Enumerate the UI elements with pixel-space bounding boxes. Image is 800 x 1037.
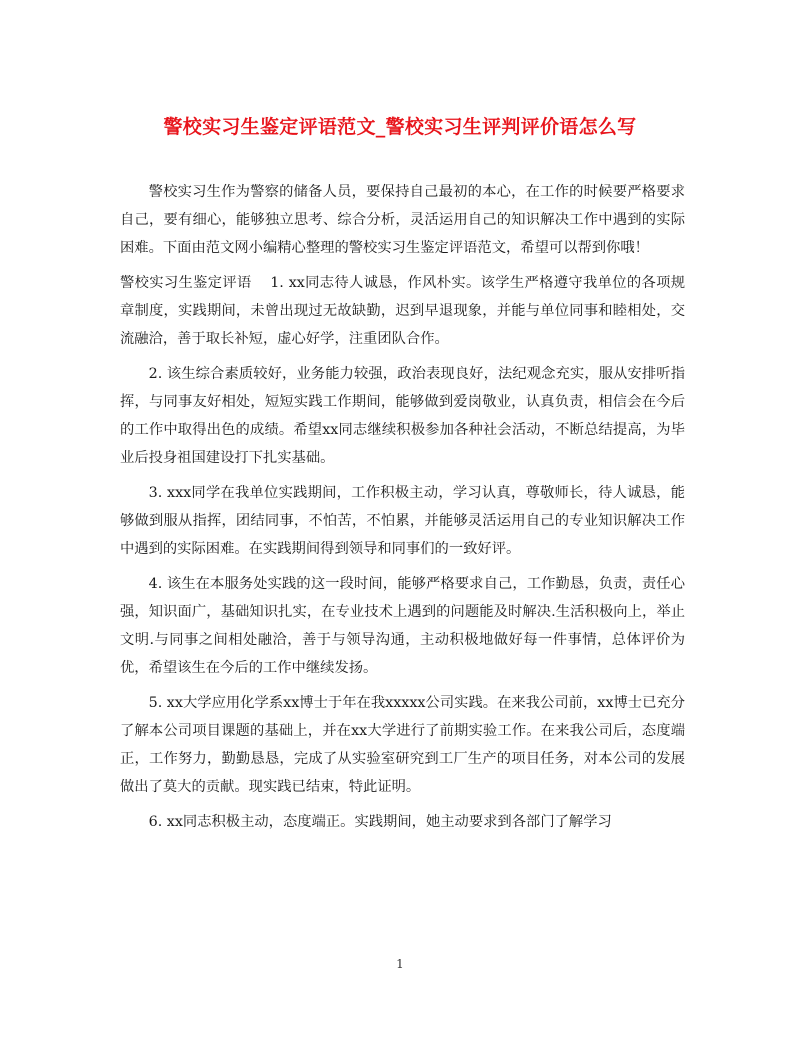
page-title: 警校实习生鉴定评语范文_警校实习生评判评价语怎么写 (163, 116, 637, 138)
evaluation-item-1 (120, 269, 685, 353)
evaluation-item-2: 2. 该生综合素质较好，业务能力较强，政治表现良好，法纪观念充实，服从安排听指挥，与同事友好相处，短短实践工作期间，能够做到爱岗敬业，认真负责，相信会在今后的工作中取得出色的成绩。希望xx同志继续积极参加各种社会活动，不断总结提高，为毕业后投身祖国建设打下扎实基础。 (120, 366, 685, 466)
evaluation-item-1-text: 1. xx同志待人诚恳，作风朴实。该学生严格遵守我单位的各项规章制度，实践期间，未曾出现过无故缺勤，迟到早退现象，并能与单位同事和睦相处，交流融洽，善于取长补短，虚心好学，注重团队合作。 (120, 275, 686, 347)
section-label: 警校实习生鉴定评语 (120, 275, 252, 291)
evaluation-item-5: 5. xx大学应用化学系xx博士于年在我xxxxx公司实践。在来我公司前，xx博士已充分了解本公司项目课题的基础上，并在xx大学进行了前期实验工作。在来我公司后，态度端正，工作努力，勤勤恳恳，完成了从实验室研究到工厂生产的项目任务，对本公司的发展做出了莫大的贡献。现实践已结束，特此证明。 (120, 695, 685, 795)
intro-paragraph: 警校实习生作为警察的储备人员，要保持自己最初的本心，在工作的时候要严格要求自己，要有细心，能够独立思考、综合分析，灵活运用自己的知识解决工作中遇到的实际困难。下面由范文网小编精心整理的警校实习生鉴定评语范文，希望可以帮到你哦！ (120, 184, 685, 256)
evaluation-item-4: 4. 该生在本服务处实践的这一段时间，能够严格要求自己，工作勤恳，负责，责任心强，知识面广，基础知识扎实，在专业技术上遇到的问题能及时解决.生活积极向上，举止文明.与同事之间相处融洽，善于与领导沟通，主动积极地做好每一件事情，总体评价为优，希望该生在今后的工作中继续发扬。 (120, 576, 685, 676)
document-body (120, 178, 685, 843)
evaluation-item-3: 3. xxx同学在我单位实践期间，工作积极主动，学习认真，尊敬师长，待人诚恳，能够做到服从指挥，团结同事，不怕苦，不怕累，并能够灵活运用自己的专业知识解决工作中遇到的实际困难。在实践期间得到领导和同事们的一致好评。 (120, 485, 685, 557)
evaluation-item-6: 6. xx同志积极主动，态度端正。实践期间，她主动要求到各部门了解学习 (148, 814, 612, 830)
page-number: 1 (396, 957, 404, 971)
